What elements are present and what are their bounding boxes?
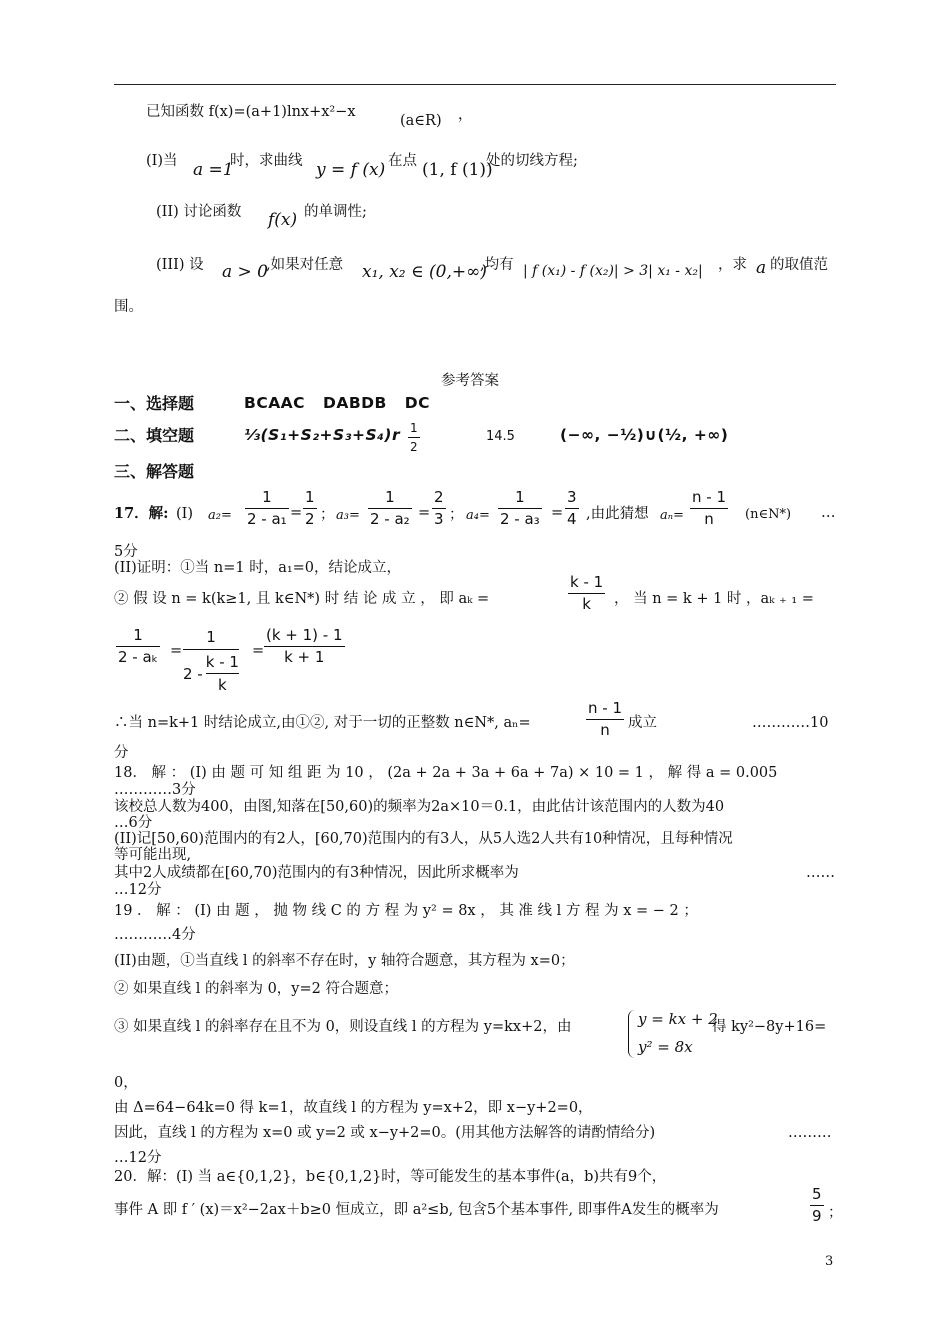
q17-proof-line2b: ， 当 n = k + 1 时 ，aₖ ₊ ₁ =: [614, 591, 814, 607]
q17-semi1: ；: [320, 507, 335, 523]
q17-dots10: …………10: [752, 715, 829, 731]
q19-line3: ② 如果直线 l 的斜率为 0，y=2 符合题意；: [114, 981, 398, 997]
q17-a2: a₂=: [208, 508, 232, 523]
q17-an: aₙ=: [660, 508, 684, 523]
q17-frac-an: $\frac{n - 1}{n}$: [692, 488, 726, 528]
answers-title: 参考答案: [441, 373, 499, 389]
part1-mid2: 在点: [388, 153, 417, 169]
section3-label: 三、解答题: [114, 462, 195, 481]
q17-frac-half: $\frac{1}{2}$: [305, 488, 315, 528]
q17-frac-three-quarters: $\frac{3}{4}$: [567, 488, 577, 528]
part2-prefix: (II) 讨论函数: [156, 204, 242, 220]
q18-line4-dots: ……: [806, 865, 835, 881]
q17-frac-a3: $\frac{1}{\text{2 - a₂}}$: [370, 488, 410, 528]
q19-line7-dots: ………: [788, 1125, 832, 1141]
q17-guess: ,由此猜想: [586, 506, 649, 522]
q20-line2-end: ；: [828, 1205, 843, 1221]
fill-answer-4: (−∞, −½)∪(½, +∞): [560, 426, 729, 444]
q19-line4b: 得 ky²−8y+16=: [712, 1019, 827, 1035]
q17-eq2: =: [418, 505, 431, 521]
part3-var: a: [756, 258, 767, 278]
part1-point: (1, f (1)): [422, 160, 493, 180]
part1-prefix: (I)当: [146, 153, 178, 169]
part3-mid3: ，求: [718, 257, 747, 273]
q17-frac-ak: $\frac{k - 1}{k}$: [570, 573, 604, 613]
q17-eq5: =: [252, 643, 265, 659]
q17-proof-line2: ② 假 设 n = k(k≥1, 且 k∈N*) 时 结 论 成 立 ， 即 aₖ =: [114, 591, 490, 607]
q18-line1: 18． 解 ： (I) 由 题 可 知 组 距 为 10 ， (2a + 2a + 3a + 6a + 7a) × 10 = 1 ， 解 得 a = 0.005: [114, 765, 778, 781]
part1-condition: a =1: [193, 160, 234, 180]
part1-curve: y = f (x): [316, 160, 386, 180]
part2-suffix: 的单调性;: [304, 204, 367, 220]
section2-label: 二、填空题: [114, 426, 195, 445]
problem-intro: 已知函数 f(x)=(a+1)lnx+x²−x: [146, 104, 356, 120]
q19-system-brace: [628, 1010, 635, 1058]
q17-frac-two-thirds: $\frac{2}{3}$: [434, 488, 444, 528]
q18-line3b: 等可能出现,: [114, 847, 192, 863]
q19-line1b: …………4分: [114, 927, 196, 943]
part3-condition: a > 0: [222, 262, 269, 282]
q18-line3: (II)记[50,60)范围内的有2人，[60,70)范围内的有3人，从5人选2人共有10种情况，且每种情况: [114, 831, 733, 847]
q18-line4b: …12分: [114, 882, 162, 898]
part3-mid1: ,如果对任意: [266, 257, 344, 273]
part3-variables: x₁, x₂ ∈ (0,+∞): [362, 262, 487, 282]
part3-suffix: 的取值范: [770, 257, 828, 273]
section1-label: 一、选择题: [114, 394, 195, 413]
q17-a4: a₄=: [466, 508, 490, 523]
q20-line1: 20．解：(I) 当 a∈{0,1,2}，b∈{0,1,2}时，等可能发生的基本事件(a，b)共有9个，: [114, 1169, 667, 1185]
page-number: 3: [825, 1254, 834, 1269]
q17-dots: …: [821, 505, 836, 521]
top-rule: [114, 84, 836, 85]
q17-eq1: =: [290, 505, 303, 521]
q17-proof-line1: (II)证明：①当 n=1 时，a₁=0，结论成立，: [114, 560, 402, 576]
q19-system-eq1: y = kx + 2: [638, 1010, 718, 1028]
part2-function: f(x): [268, 210, 298, 230]
part1-suffix: 处的切线方程;: [486, 153, 578, 169]
q17-nset: (n∈N*): [745, 507, 792, 522]
q17-semi2: ；: [449, 507, 464, 523]
q19-line7b: …12分: [114, 1150, 162, 1166]
q19-line4: ③ 如果直线 l 的斜率存在且不为 0，则设直线 l 的方程为 y=kx+2，由: [114, 1019, 572, 1035]
part3-mid2: ,均有: [480, 257, 514, 273]
part3-wrap: 围。: [114, 299, 143, 315]
q17-frac-next: $\frac{1}{\text{2 - aₖ}}$: [118, 626, 159, 666]
q20-line2: 事件 A 即 f ′ (x)＝x²−2ax＋b≥0 恒成立，即 a²≤b, 包含5个基本事件, 即事件A发生的概率为: [114, 1202, 719, 1218]
q19-line6: 由 Δ=64−64k=0 得 k=1，故直线 l 的方程为 y=x+2，即 x−y+2=0，: [114, 1100, 593, 1116]
q17-head: 17．解:: [114, 505, 169, 522]
q17-score10: 分: [114, 745, 129, 761]
q18-line2b: …6分: [114, 815, 153, 831]
q17-eq4: =: [170, 643, 183, 659]
q18-line2: 该校总人数为400，由图,知落在[50,60)的频率为2a×10＝0.1，由此估计该范围内的人数为40: [114, 799, 725, 815]
fill-answer-3: 14.5: [486, 429, 515, 444]
fill-answer-1: ⅓(S₁+S₂+S₃+S₄)r: [244, 426, 401, 444]
q17-eq3: =: [551, 505, 564, 521]
q19-line5: 0，: [114, 1075, 138, 1091]
problem-comma: ，: [458, 107, 473, 123]
fill-answer-2: $\frac{1}{2}$: [410, 421, 418, 454]
q17-frac-nested: 1 2 - k - 1 k: [183, 628, 239, 694]
q18-line4: 其中2人成绩都在[60,70)范围内的有3种情况，因此所求概率为: [114, 865, 519, 881]
q19-line7: 因此，直线 l 的方程为 x=0 或 y=2 或 x−y+2=0。(用其他方法解答的请酌情给分): [114, 1125, 656, 1141]
q17-frac-a2: $\frac{1}{\text{2 - a₁}}$: [247, 488, 287, 528]
q17-part1: (I): [176, 506, 194, 522]
q19-line2: (II)由题，①当直线 l 的斜率不存在时，y 轴符合题意，其方程为 x=0；: [114, 953, 575, 969]
part1-mid1: 时，求曲线: [230, 153, 303, 169]
q19-system-eq2: y² = 8x: [638, 1038, 693, 1056]
q20-frac-probability: $\frac{5}{9}$: [812, 1185, 822, 1225]
problem-domain: (a∈R): [400, 113, 442, 129]
q17-conclusion: ∴当 n=k+1 时结论成立,由①②, 对于一切的正整数 n∈N*, aₙ=: [114, 715, 531, 731]
q19-line1: 19 ． 解 ： (I) 由 题 ， 抛 物 线 C 的 方 程 为 y² = 8x ， 其 准 线 l 方 程 为 x = − 2 ；: [114, 903, 698, 919]
q17-conclusion-end: 成立: [628, 715, 657, 731]
q17-frac-result: $\frac{(k + 1) - 1}{k + 1}$: [266, 626, 343, 666]
q17-score5: 5分: [114, 544, 138, 560]
q17-a3: a₃=: [336, 508, 360, 523]
part3-inequality: | f (x₁) - f (x₂)| > 3| x₁ - x₂|: [523, 263, 703, 279]
section1-answers: BCAAC DABDB DC: [244, 394, 430, 412]
part3-prefix: (III) 设: [156, 257, 204, 273]
q18-line1b: …………3分: [114, 782, 196, 798]
q17-frac-a4: $\frac{1}{\text{2 - a₃}}$: [500, 488, 540, 528]
q17-frac-conclusion: $\frac{n - 1}{n}$: [588, 699, 622, 739]
